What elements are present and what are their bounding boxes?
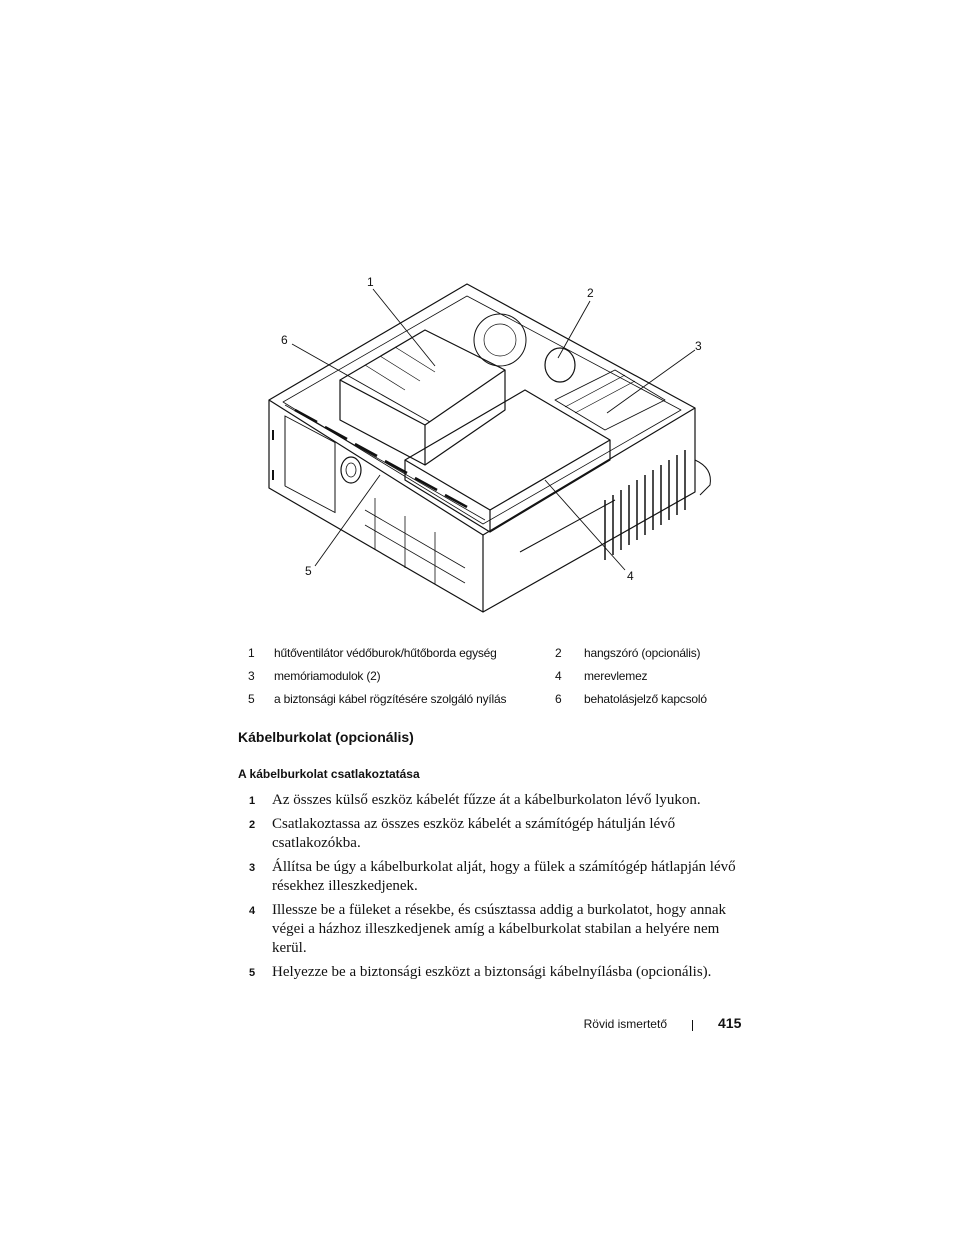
instruction-step [238,858,738,896]
legend-row [238,665,738,688]
section-title: Kábelburkolat (opcionális) [238,729,414,745]
instruction-steps [238,791,738,987]
page-number: 415 [718,1015,742,1031]
legend-label: behatolásjelző kapcsoló [584,692,707,706]
page-footer [0,1015,954,1035]
instruction-step [238,963,738,982]
callout-6: 6 [281,333,288,347]
step-number: 1 [249,795,256,807]
legend-number: 5 [248,692,255,706]
callout-legend [238,642,738,711]
legend-label: merevlemez [584,669,648,683]
legend-number: 4 [555,669,562,683]
legend-row [238,688,738,711]
callout-4: 4 [627,569,634,583]
callout-2: 2 [587,286,594,300]
step-number: 2 [249,819,256,831]
instruction-step [238,901,738,958]
callout-1: 1 [367,275,374,289]
subsection-title: A kábelburkolat csatlakoztatása [238,767,420,781]
step-number: 4 [249,905,256,917]
instruction-step [238,815,738,853]
footer-section-name: Rövid ismertető [583,1017,667,1031]
footer-separator [692,1020,693,1031]
computer-interior-illustration [255,270,725,620]
legend-row [238,642,738,665]
legend-label: hűtőventilátor védőburok/hűtőborda egység [274,646,497,660]
legend-label: a biztonsági kábel rögzítésére szolgáló nyílás [274,692,507,706]
step-text: Csatlakoztassa az összes eszköz kábelét a számítógép hátulján lévő csatlakozókba. [272,816,676,851]
legend-number: 6 [555,692,562,706]
legend-label: hangszóró (opcionális) [584,646,701,660]
step-number: 3 [249,862,256,874]
callout-5: 5 [305,564,312,578]
callout-3: 3 [695,339,702,353]
legend-number: 2 [555,646,562,660]
step-text: Illessze be a füleket a résekbe, és csúsztassa addig a burkolatot, hogy annak végei a házhoz illeszkedjenek amíg a kábelburkolat stabilan a helyére nem kerül. [272,902,726,956]
legend-label: memóriamodulok (2) [274,669,381,683]
legend-number: 3 [248,669,255,683]
legend-number: 1 [248,646,255,660]
instruction-step [238,791,738,810]
step-text: Állítsa be úgy a kábelburkolat alját, hogy a fülek a számítógép hátlapján lévő résekhez illeszkedjenek. [272,859,736,894]
step-number: 5 [249,967,256,979]
step-text: Helyezze be a biztonsági eszközt a biztonsági kábelnyílásba (opcionális). [272,964,712,980]
step-text: Az összes külső eszköz kábelét fűzze át a kábelburkolaton lévő lyukon. [272,792,701,808]
